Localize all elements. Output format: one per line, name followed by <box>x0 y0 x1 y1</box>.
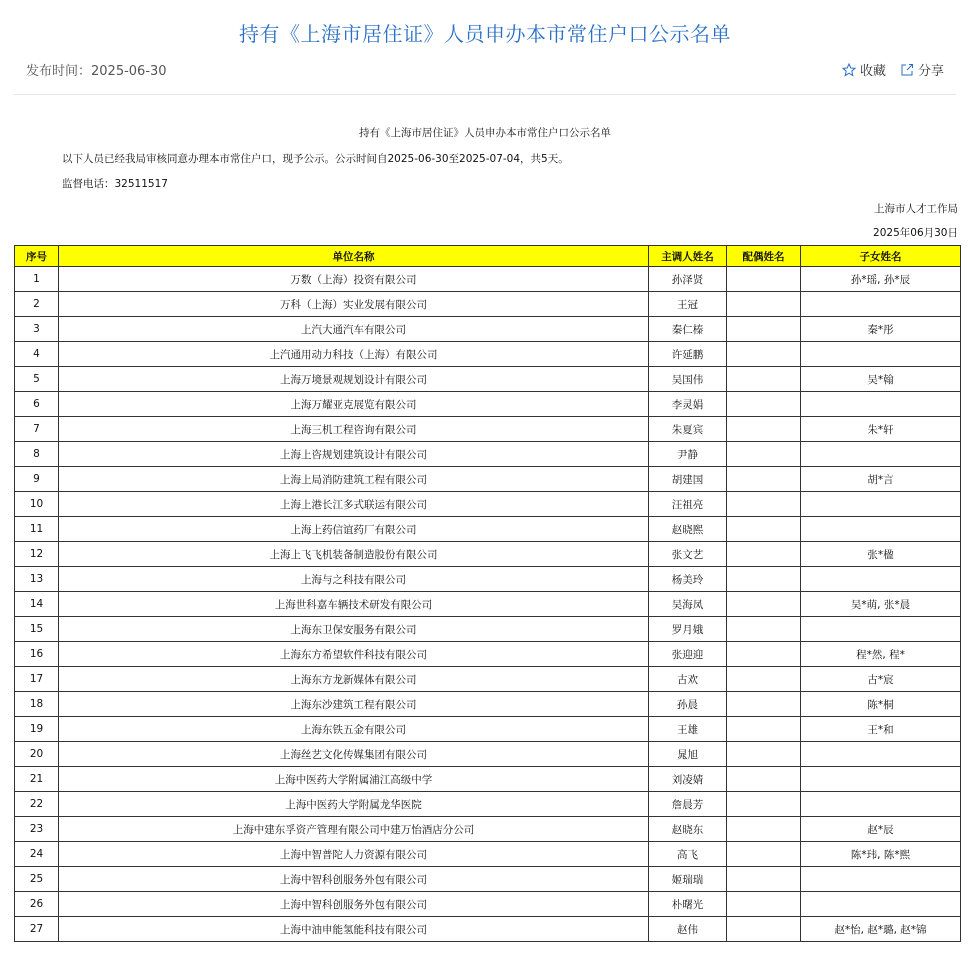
children-names <box>801 867 961 892</box>
table-row <box>15 267 961 292</box>
applicant-name: 刘凌婧 <box>649 767 727 792</box>
applicant-name: 古欢 <box>649 667 727 692</box>
children-names <box>801 392 961 417</box>
spouse-name <box>727 567 801 592</box>
row-index: 22 <box>15 792 59 817</box>
table-row <box>15 867 961 892</box>
applicant-name: 赵晓熙 <box>649 517 727 542</box>
applicant-name: 吴国伟 <box>649 367 727 392</box>
children-names <box>801 517 961 542</box>
applicant-name: 赵伟 <box>649 917 727 942</box>
applicant-name: 王雄 <box>649 717 727 742</box>
share-button[interactable] <box>900 60 944 79</box>
public-notice-table <box>14 245 961 942</box>
applicant-name: 王冠 <box>649 292 727 317</box>
company-name: 上海世科嘉车辆技术研发有限公司 <box>59 592 649 617</box>
spouse-name <box>727 642 801 667</box>
row-index: 23 <box>15 817 59 842</box>
table-row <box>15 842 961 867</box>
spouse-name <box>727 742 801 767</box>
table-row <box>15 417 961 442</box>
company-name: 上海万耀亚克展览有限公司 <box>59 392 649 417</box>
row-index: 7 <box>15 417 59 442</box>
share-label: 分享 <box>917 64 944 79</box>
company-name: 上海中油申能氢能科技有限公司 <box>59 917 649 942</box>
row-index: 12 <box>15 542 59 567</box>
children-names: 赵*怡, 赵*璐, 赵*锦 <box>801 917 961 942</box>
applicant-name: 高飞 <box>649 842 727 867</box>
children-names: 赵*辰 <box>801 817 961 842</box>
table-row <box>15 367 961 392</box>
spouse-name <box>727 817 801 842</box>
spouse-name <box>727 767 801 792</box>
publish-date-value: 2025-06-30 <box>91 64 167 79</box>
document-notice: 以下人员已经我局审核同意办理本市常住户口，现予公示。公示时间自2025-06-30至2025-07-04，共5天。 <box>62 153 569 165</box>
children-names: 程*然, 程* <box>801 642 961 667</box>
row-index: 26 <box>15 892 59 917</box>
row-index: 27 <box>15 917 59 942</box>
company-name: 上海中医药大学附属龙华医院 <box>59 792 649 817</box>
row-index: 25 <box>15 867 59 892</box>
row-index: 17 <box>15 667 59 692</box>
header-index: 序号 <box>15 246 59 267</box>
children-names <box>801 892 961 917</box>
page-title: 持有《上海市居住证》人员申办本市常住户口公示名单 <box>239 22 731 46</box>
applicant-name: 许延鹏 <box>649 342 727 367</box>
table-row <box>15 467 961 492</box>
meta-row <box>26 60 944 80</box>
table-header-row <box>15 246 961 267</box>
company-name: 上海东沙建筑工程有限公司 <box>59 692 649 717</box>
children-names <box>801 567 961 592</box>
company-name: 上海东卫保安服务有限公司 <box>59 617 649 642</box>
children-names: 朱*轩 <box>801 417 961 442</box>
spouse-name <box>727 867 801 892</box>
children-names <box>801 492 961 517</box>
favorite-button[interactable] <box>842 60 886 79</box>
company-name: 上海丝艺文化传媒集团有限公司 <box>59 742 649 767</box>
share-box-icon <box>900 63 914 77</box>
company-name: 万科（上海）实业发展有限公司 <box>59 292 649 317</box>
table-row <box>15 542 961 567</box>
spouse-name <box>727 342 801 367</box>
table-row <box>15 717 961 742</box>
company-name: 万数（上海）投资有限公司 <box>59 267 649 292</box>
applicant-name: 秦仁榛 <box>649 317 727 342</box>
children-names: 吴*翰 <box>801 367 961 392</box>
company-name: 上海东方希望软件科技有限公司 <box>59 642 649 667</box>
children-names: 王*和 <box>801 717 961 742</box>
row-index: 21 <box>15 767 59 792</box>
children-names <box>801 442 961 467</box>
company-name: 上海中智科创服务外包有限公司 <box>59 867 649 892</box>
row-index: 10 <box>15 492 59 517</box>
header-applicant: 主调人姓名 <box>649 246 727 267</box>
row-index: 16 <box>15 642 59 667</box>
company-name: 上海上局消防建筑工程有限公司 <box>59 467 649 492</box>
spouse-name <box>727 592 801 617</box>
spouse-name <box>727 417 801 442</box>
row-index: 20 <box>15 742 59 767</box>
children-names <box>801 742 961 767</box>
table-row <box>15 492 961 517</box>
applicant-name: 尹静 <box>649 442 727 467</box>
company-name: 上汽大通汽车有限公司 <box>59 317 649 342</box>
applicant-name: 张迎迎 <box>649 642 727 667</box>
spouse-name <box>727 367 801 392</box>
header-children: 子女姓名 <box>801 246 961 267</box>
spouse-name <box>727 842 801 867</box>
supervision-phone: 监督电话：32511517 <box>62 178 168 190</box>
table-row <box>15 392 961 417</box>
table-row <box>15 317 961 342</box>
table-row <box>15 342 961 367</box>
company-name: 上海东铁五金有限公司 <box>59 717 649 742</box>
table-row <box>15 742 961 767</box>
children-names: 陈*玮, 陈*熙 <box>801 842 961 867</box>
company-name: 上海上港长江多式联运有限公司 <box>59 492 649 517</box>
spouse-name <box>727 917 801 942</box>
spouse-name <box>727 392 801 417</box>
issue-date: 2025年06月30日 <box>873 227 958 239</box>
applicant-name: 杨美玲 <box>649 567 727 592</box>
applicant-name: 詹晨芳 <box>649 792 727 817</box>
publish-date-label: 发布时间： <box>26 64 92 79</box>
table-row <box>15 617 961 642</box>
row-index: 19 <box>15 717 59 742</box>
company-name: 上海中智科创服务外包有限公司 <box>59 892 649 917</box>
row-index: 13 <box>15 567 59 592</box>
company-name: 上海中建东孚资产管理有限公司中建万怡酒店分公司 <box>59 817 649 842</box>
row-index: 24 <box>15 842 59 867</box>
table-row <box>15 642 961 667</box>
applicant-name: 晁旭 <box>649 742 727 767</box>
applicant-name: 朱夏宾 <box>649 417 727 442</box>
company-name: 上海万境景观规划设计有限公司 <box>59 367 649 392</box>
header-divider <box>14 94 956 95</box>
children-names: 秦*彤 <box>801 317 961 342</box>
children-names: 孙*瑶, 孙*辰 <box>801 267 961 292</box>
row-index: 6 <box>15 392 59 417</box>
spouse-name <box>727 492 801 517</box>
row-index: 14 <box>15 592 59 617</box>
applicant-name: 孙晨 <box>649 692 727 717</box>
spouse-name <box>727 667 801 692</box>
applicant-name: 胡建国 <box>649 467 727 492</box>
page-actions <box>842 60 944 79</box>
company-name: 上海上咨规划建筑设计有限公司 <box>59 442 649 467</box>
applicant-name: 吴海凤 <box>649 592 727 617</box>
spouse-name <box>727 692 801 717</box>
applicant-name: 李灵娟 <box>649 392 727 417</box>
table-row <box>15 667 961 692</box>
row-index: 9 <box>15 467 59 492</box>
children-names: 古*宸 <box>801 667 961 692</box>
table-row <box>15 442 961 467</box>
row-index: 1 <box>15 267 59 292</box>
spouse-name <box>727 792 801 817</box>
spouse-name <box>727 267 801 292</box>
company-name: 上海中医药大学附属浦江高级中学 <box>59 767 649 792</box>
applicant-name: 孙泽贤 <box>649 267 727 292</box>
company-name: 上海中智普陀人力资源有限公司 <box>59 842 649 867</box>
company-name: 上海上药信谊药厂有限公司 <box>59 517 649 542</box>
children-names <box>801 292 961 317</box>
applicant-name: 罗月娥 <box>649 617 727 642</box>
company-name: 上海三机工程咨询有限公司 <box>59 417 649 442</box>
favorite-label: 收藏 <box>859 64 886 79</box>
row-index: 2 <box>15 292 59 317</box>
spouse-name <box>727 442 801 467</box>
applicant-name: 张文艺 <box>649 542 727 567</box>
table-row <box>15 767 961 792</box>
children-names: 胡*言 <box>801 467 961 492</box>
row-index: 4 <box>15 342 59 367</box>
table-row <box>15 792 961 817</box>
spouse-name <box>727 317 801 342</box>
row-index: 8 <box>15 442 59 467</box>
table-row <box>15 892 961 917</box>
applicant-name: 姬瑞瑞 <box>649 867 727 892</box>
table-row <box>15 692 961 717</box>
children-names: 陈*桐 <box>801 692 961 717</box>
table-row <box>15 817 961 842</box>
spouse-name <box>727 717 801 742</box>
applicant-name: 汪祖亮 <box>649 492 727 517</box>
children-names <box>801 342 961 367</box>
spouse-name <box>727 542 801 567</box>
children-names: 吴*萌, 张*晨 <box>801 592 961 617</box>
spouse-name <box>727 892 801 917</box>
table-row <box>15 917 961 942</box>
applicant-name: 朴曙光 <box>649 892 727 917</box>
star-outline-icon <box>842 63 856 77</box>
company-name: 上汽通用动力科技（上海）有限公司 <box>59 342 649 367</box>
row-index: 11 <box>15 517 59 542</box>
children-names: 张*楹 <box>801 542 961 567</box>
spouse-name <box>727 517 801 542</box>
children-names <box>801 767 961 792</box>
children-names <box>801 617 961 642</box>
children-names <box>801 792 961 817</box>
spouse-name <box>727 467 801 492</box>
spouse-name <box>727 292 801 317</box>
publish-date <box>26 60 167 79</box>
header-company: 单位名称 <box>59 246 649 267</box>
document-title: 持有《上海市居住证》人员申办本市常住户口公示名单 <box>359 127 611 139</box>
company-name: 上海东方龙新媒体有限公司 <box>59 667 649 692</box>
row-index: 3 <box>15 317 59 342</box>
table-row <box>15 517 961 542</box>
applicant-name: 赵晓东 <box>649 817 727 842</box>
table-row <box>15 567 961 592</box>
issuing-organization: 上海市人才工作局 <box>874 203 958 215</box>
row-index: 18 <box>15 692 59 717</box>
table-row <box>15 592 961 617</box>
header-spouse: 配偶姓名 <box>727 246 801 267</box>
spouse-name <box>727 617 801 642</box>
row-index: 5 <box>15 367 59 392</box>
table-row <box>15 292 961 317</box>
company-name: 上海上飞飞机装备制造股份有限公司 <box>59 542 649 567</box>
company-name: 上海与之科技有限公司 <box>59 567 649 592</box>
row-index: 15 <box>15 617 59 642</box>
